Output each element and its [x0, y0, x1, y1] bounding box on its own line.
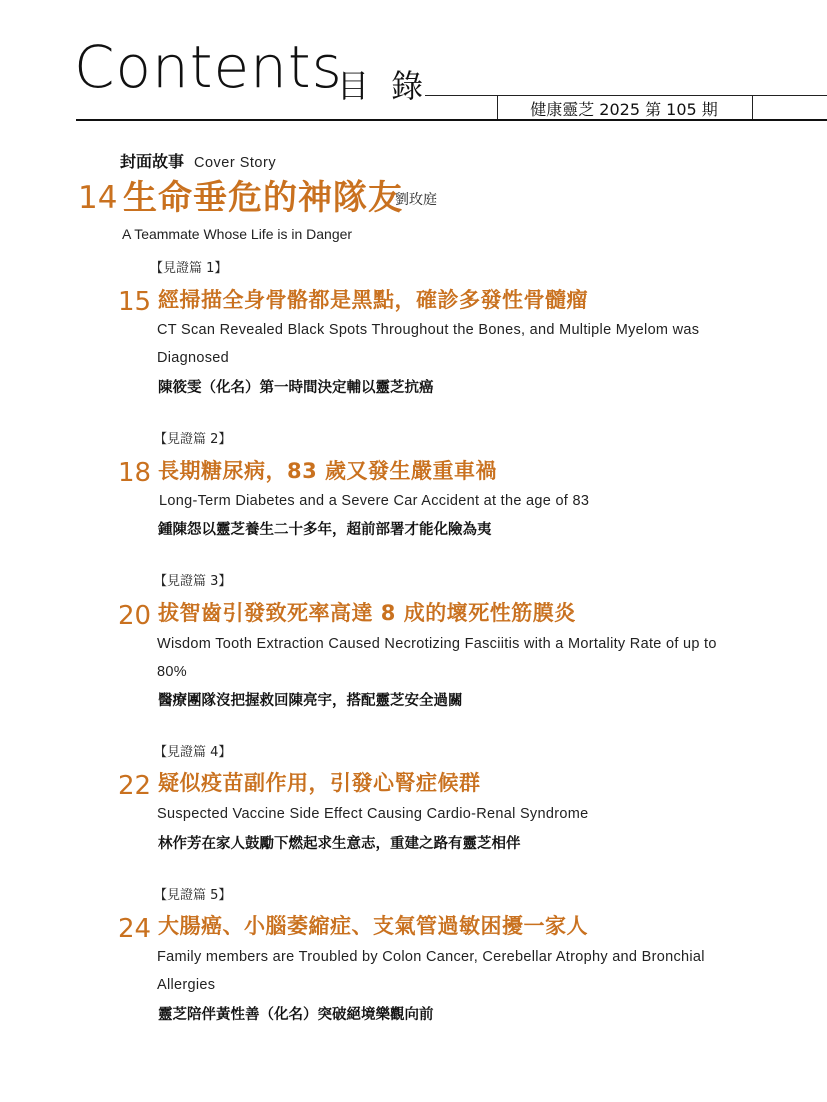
- article-page-number: 24: [118, 914, 152, 944]
- cover-author: 劉玫庭: [395, 192, 437, 208]
- article-tag: 【見證篇 3】: [154, 574, 232, 589]
- article-tag: 【見證篇 4】: [154, 745, 232, 760]
- article-title[interactable]: 經掃描全身骨骼都是黑點，確診多發性骨髓瘤: [158, 288, 588, 312]
- article-title-en: Family members are Troubled by Colon Cancer, Cerebellar Atrophy and Bronchial Allergies: [157, 949, 705, 993]
- article-subtitle: 靈芝陪伴黃性善（化名）突破絕境樂觀向前: [158, 1007, 434, 1023]
- cover-page-number: 14: [78, 180, 118, 216]
- article-tag: 【見證篇 5】: [154, 888, 232, 903]
- article-page-number: 20: [118, 601, 152, 631]
- article-title[interactable]: 疑似疫苗副作用，引發心腎症候群: [158, 771, 481, 795]
- article-page-number: 15: [118, 287, 152, 317]
- contents-title: Contents: [74, 33, 343, 101]
- article-tag: 【見證篇 1】: [150, 261, 228, 276]
- article-subtitle: 陳筱雯（化名）第一時間決定輔以靈芝抗癌: [158, 380, 434, 396]
- article-subtitle: 鍾陳怨以靈芝養生二十多年，超前部署才能化險為夷: [158, 522, 492, 538]
- article-title[interactable]: 大腸癌、小腦萎縮症、支氣管過敏困擾一家人: [158, 914, 588, 938]
- contents-title-cjk: 目 錄: [337, 67, 430, 105]
- article-title-en: Long-Term Diabetes and a Severe Car Accident at the age of 83: [159, 493, 590, 509]
- article-tag: 【見證篇 2】: [154, 432, 232, 447]
- article-page-number: 18: [118, 458, 152, 488]
- cover-section-en: Cover Story: [194, 155, 277, 171]
- article-page-number: 22: [118, 771, 152, 801]
- header-rule-bottom: [76, 119, 827, 121]
- cover-section-heading: [120, 149, 276, 177]
- article-title[interactable]: 拔智齒引發致死率高達 8 成的壞死性筋膜炎: [158, 601, 576, 625]
- article-subtitle: 林作芳在家人鼓勵下燃起求生意志，重建之路有靈芝相伴: [158, 836, 521, 852]
- cover-title-en: A Teammate Whose Life is in Danger: [122, 226, 353, 242]
- article-title-en: Wisdom Tooth Extraction Caused Necrotizing Fasciitis with a Mortality Rate of up to 80%: [157, 636, 717, 680]
- article-title[interactable]: 長期糖尿病，83 歲又發生嚴重車禍: [158, 459, 498, 483]
- article-subtitle: 醫療團隊沒把握救回陳亮宇，搭配靈芝安全過關: [158, 693, 463, 709]
- article-title-en: CT Scan Revealed Black Spots Throughout the Bones, and Multiple Myelom was Diagnosed: [157, 322, 700, 366]
- issue-label: 健康靈芝 2025 第 105 期: [530, 100, 718, 119]
- cover-section-cjk: 封面故事: [120, 152, 185, 171]
- article-title-en: Suspected Vaccine Side Effect Causing Cardio-Renal Syndrome: [157, 806, 589, 822]
- cover-title[interactable]: 生命垂危的神隊友: [123, 178, 403, 218]
